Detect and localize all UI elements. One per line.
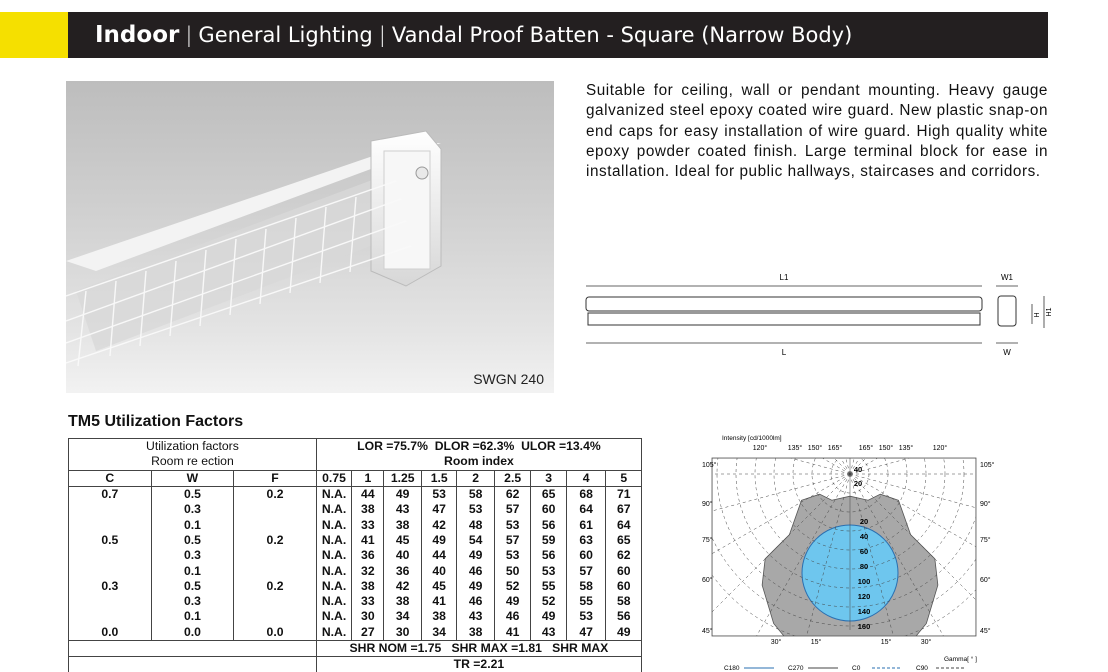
uf-value: N.A. <box>316 486 351 502</box>
room-index-header: 2.5 <box>494 470 530 486</box>
uf-value: 46 <box>494 609 530 624</box>
reflectance-c: 0.7 <box>69 486 152 502</box>
legend-label: C270 <box>788 665 804 672</box>
tr-value: TR =2.21 <box>316 657 641 672</box>
uf-value: 64 <box>566 502 606 517</box>
uf-value: 38 <box>352 502 384 517</box>
ring-label: 120 <box>857 592 871 601</box>
header-product: Vandal Proof Batten - Square (Narrow Body) <box>391 23 853 47</box>
reflectance-c <box>69 517 152 532</box>
uf-value: 41 <box>494 625 530 641</box>
intensity-label: Intensity [cd/1000lm] <box>722 435 782 442</box>
uf-value: 59 <box>531 533 566 548</box>
uf-value: 49 <box>384 486 422 502</box>
uf-value: 45 <box>384 533 422 548</box>
table-row <box>69 548 642 563</box>
label-h1: H1 <box>1046 307 1053 317</box>
col-w: W <box>151 470 234 486</box>
reflectance-f: 0.0 <box>234 625 317 641</box>
left-angle-label: 75° <box>702 537 713 544</box>
ring-label: 140 <box>857 607 871 616</box>
uf-value: 61 <box>566 517 606 532</box>
uf-value: 55 <box>566 594 606 609</box>
page-header: Indoor | General Lighting | Vandal Proof Batten - Square (Narrow Body) <box>68 12 1048 58</box>
uf-value: 32 <box>352 563 384 578</box>
label-w: W <box>1003 348 1011 357</box>
polar-diagram <box>700 430 1000 672</box>
uf-value: 53 <box>421 486 456 502</box>
uf-value: N.A. <box>316 594 351 609</box>
reflectance-f <box>234 563 317 578</box>
uf-value: 36 <box>352 548 384 563</box>
table-row <box>69 486 642 502</box>
legend-label: C90 <box>916 665 928 672</box>
bottom-angle-label: 15° <box>810 639 822 646</box>
uf-value: N.A. <box>316 502 351 517</box>
uf-value: 49 <box>606 625 642 641</box>
gamma-label: Gamma[ ° ] <box>944 656 977 663</box>
uf-value: 53 <box>494 517 530 532</box>
reflectance-c <box>69 609 152 624</box>
uf-value: 30 <box>352 609 384 624</box>
reflectance-w: 0.3 <box>151 594 234 609</box>
uf-value: 34 <box>421 625 456 641</box>
uf-value: 53 <box>566 609 606 624</box>
batten-illustration <box>66 81 554 393</box>
right-angle-label: 90° <box>980 501 991 508</box>
uf-value: 42 <box>421 517 456 532</box>
reflectance-c <box>69 548 152 563</box>
room-index-header: 5 <box>606 470 642 486</box>
uf-value: 49 <box>421 533 456 548</box>
dlor-value: DLOR =62.3% <box>434 439 515 454</box>
dimension-drawing <box>584 270 1054 360</box>
uf-value: 45 <box>421 579 456 594</box>
uf-value: 65 <box>606 533 642 548</box>
reflectance-f: 0.2 <box>234 486 317 502</box>
reflectance-f: 0.2 <box>234 579 317 594</box>
uf-value: N.A. <box>316 625 351 641</box>
room-index-header: 3 <box>531 470 566 486</box>
uf-value: 50 <box>494 563 530 578</box>
top-angle-label: 120° <box>752 445 768 452</box>
ring-label: 20 <box>859 517 869 526</box>
col-f: F <box>234 470 317 486</box>
label-l: L <box>781 348 787 357</box>
uf-value: 56 <box>531 517 566 532</box>
uf-value: 44 <box>421 548 456 563</box>
table-row <box>69 533 642 548</box>
reflectance-c: 0.5 <box>69 533 152 548</box>
table-row <box>69 579 642 594</box>
uf-value: 40 <box>421 563 456 578</box>
uf-value: 57 <box>494 533 530 548</box>
ring-label: 80 <box>859 562 869 571</box>
uf-value: 53 <box>531 563 566 578</box>
uf-value: 34 <box>384 609 422 624</box>
uf-value: 58 <box>566 579 606 594</box>
top-angle-label: 120° <box>932 445 948 452</box>
top-angle-label: 135° <box>787 445 803 452</box>
accent-bar <box>0 12 68 58</box>
uf-value: 56 <box>606 609 642 624</box>
uf-value: 49 <box>457 548 495 563</box>
reflectance-f <box>234 517 317 532</box>
reflectance-c <box>69 563 152 578</box>
uf-value: 60 <box>566 548 606 563</box>
label-utilization-factors: Utilization factors <box>69 439 317 455</box>
right-angle-label: 45° <box>980 628 991 635</box>
reflectance-w: 0.3 <box>151 548 234 563</box>
uf-value: 54 <box>457 533 495 548</box>
ring-label: 100 <box>857 577 871 586</box>
upper-ring-label: 20 <box>853 479 863 488</box>
shr-max: SHR MAX <box>552 641 609 655</box>
uf-value: 62 <box>606 548 642 563</box>
uf-value: 60 <box>606 563 642 578</box>
uf-value: 53 <box>494 548 530 563</box>
table-row <box>69 502 642 517</box>
right-angle-label: 60° <box>980 577 991 584</box>
top-angle-label: 165° <box>827 445 843 452</box>
reflectance-c <box>69 502 152 517</box>
uf-value: 58 <box>457 486 495 502</box>
uf-value: N.A. <box>316 533 351 548</box>
uf-value: 49 <box>531 609 566 624</box>
label-l1: L1 <box>779 273 789 282</box>
reflectance-w: 0.0 <box>151 625 234 641</box>
uf-value: 33 <box>352 517 384 532</box>
shr-summary <box>316 640 641 656</box>
table-row <box>69 609 642 624</box>
table-row <box>69 594 642 609</box>
reflectance-f: 0.2 <box>234 533 317 548</box>
uf-value: 52 <box>531 594 566 609</box>
left-angle-label: 90° <box>702 501 713 508</box>
uf-value: 27 <box>352 625 384 641</box>
uf-value: 47 <box>566 625 606 641</box>
legend-label: C0 <box>852 665 861 672</box>
top-angle-label: 165° <box>858 445 874 452</box>
utilization-table <box>68 438 642 672</box>
uf-value: 65 <box>531 486 566 502</box>
uf-value: 48 <box>457 517 495 532</box>
uf-value: 38 <box>384 594 422 609</box>
product-photo <box>66 81 554 393</box>
uf-value: 57 <box>566 563 606 578</box>
uf-value: 43 <box>457 609 495 624</box>
uf-value: 44 <box>352 486 384 502</box>
uf-value: 60 <box>606 579 642 594</box>
label-room-reflection: Room re ection <box>69 454 317 470</box>
right-angle-label: 75° <box>980 537 991 544</box>
ring-label: 160 <box>857 622 871 631</box>
uf-value: 49 <box>494 594 530 609</box>
uf-value: 52 <box>494 579 530 594</box>
uf-value: N.A. <box>316 563 351 578</box>
room-index-header: 4 <box>566 470 606 486</box>
uf-value: 43 <box>531 625 566 641</box>
uf-value: 68 <box>566 486 606 502</box>
uf-value: 53 <box>457 502 495 517</box>
uf-value: N.A. <box>316 517 351 532</box>
reflectance-w: 0.1 <box>151 563 234 578</box>
right-angle-label: 105° <box>980 462 995 469</box>
reflectance-c: 0.0 <box>69 625 152 641</box>
uf-value: 40 <box>384 548 422 563</box>
uf-value: 71 <box>606 486 642 502</box>
uf-value: 41 <box>352 533 384 548</box>
left-angle-label: 60° <box>702 577 713 584</box>
reflectance-f <box>234 502 317 517</box>
uf-value: 57 <box>494 502 530 517</box>
top-angle-label: 135° <box>898 445 914 452</box>
reflectance-c <box>69 594 152 609</box>
utilization-title: TM5 Utilization Factors <box>68 413 244 430</box>
ring-label: 40 <box>859 532 869 541</box>
room-index-header: 1.25 <box>384 470 422 486</box>
reflectance-f <box>234 609 317 624</box>
table-row <box>69 563 642 578</box>
uf-value: 49 <box>457 579 495 594</box>
legend-label: C180 <box>724 665 740 672</box>
uf-value: 38 <box>457 625 495 641</box>
uf-value: 43 <box>384 502 422 517</box>
uf-value: 42 <box>384 579 422 594</box>
uf-value: 67 <box>606 502 642 517</box>
uf-value: N.A. <box>316 579 351 594</box>
reflectance-w: 0.1 <box>151 609 234 624</box>
shr-nom: SHR NOM =1.75 <box>349 641 442 655</box>
reflectance-f <box>234 548 317 563</box>
ring-label: 60 <box>859 547 869 556</box>
uf-value: N.A. <box>316 609 351 624</box>
room-index-header: 1.5 <box>421 470 456 486</box>
reflectance-c: 0.3 <box>69 579 152 594</box>
reflectance-w: 0.5 <box>151 579 234 594</box>
uf-value: 60 <box>531 502 566 517</box>
top-angle-label: 150° <box>878 445 894 452</box>
upper-ring-label: 40 <box>853 465 863 474</box>
uf-value: 38 <box>352 579 384 594</box>
bottom-angle-label: 30° <box>770 639 782 646</box>
uf-value: 62 <box>494 486 530 502</box>
uf-value: 33 <box>352 594 384 609</box>
room-index-header: 1 <box>352 470 384 486</box>
uf-value: 38 <box>384 517 422 532</box>
uf-value: 38 <box>421 609 456 624</box>
reflectance-w: 0.5 <box>151 486 234 502</box>
header-category: Indoor <box>95 22 180 48</box>
lor-value: LOR =75.7% <box>357 439 428 454</box>
uf-value: 36 <box>384 563 422 578</box>
uf-value: 46 <box>457 563 495 578</box>
label-h: H <box>1034 312 1041 318</box>
reflectance-f <box>234 594 317 609</box>
uf-value: 47 <box>421 502 456 517</box>
bottom-angle-label: 15° <box>880 639 892 646</box>
uf-value: N.A. <box>316 548 351 563</box>
reflectance-w: 0.5 <box>151 533 234 548</box>
left-angle-label: 45° <box>702 628 713 635</box>
top-angle-label: 150° <box>807 445 823 452</box>
table-row <box>69 625 642 641</box>
uf-value: 56 <box>531 548 566 563</box>
shr-max-value: SHR MAX =1.81 <box>451 641 542 655</box>
reflectance-w: 0.3 <box>151 502 234 517</box>
uf-value: 55 <box>531 579 566 594</box>
uf-value: 30 <box>384 625 422 641</box>
uf-value: 63 <box>566 533 606 548</box>
uf-value: 46 <box>457 594 495 609</box>
uf-value: 64 <box>606 517 642 532</box>
col-c: C <box>69 470 152 486</box>
uf-value: 41 <box>421 594 456 609</box>
table-row <box>69 517 642 532</box>
product-code: SWGN 240 <box>473 371 544 387</box>
ulor-value: ULOR =13.4% <box>521 439 601 454</box>
label-room-index: Room index <box>316 454 641 470</box>
header-section: General Lighting <box>198 23 373 47</box>
lor-summary <box>316 439 641 455</box>
label-w1: W1 <box>1001 273 1013 282</box>
uf-value: 58 <box>606 594 642 609</box>
room-index-header: 2 <box>457 470 495 486</box>
left-angle-label: 105° <box>702 462 717 469</box>
bottom-angle-label: 30° <box>920 639 932 646</box>
reflectance-w: 0.1 <box>151 517 234 532</box>
room-index-header: 0.75 <box>316 470 351 486</box>
product-description: Suitable for ceiling, wall or pendant mounting. Heavy gauge galvanized steel epoxy coated wire guard. New plastic snap-on end caps for easy installation of wire guard. High quality white epoxy powder coated finish. Large terminal block for ease in installation. Ideal for public hallways, staircases and corridors. <box>586 82 1048 181</box>
